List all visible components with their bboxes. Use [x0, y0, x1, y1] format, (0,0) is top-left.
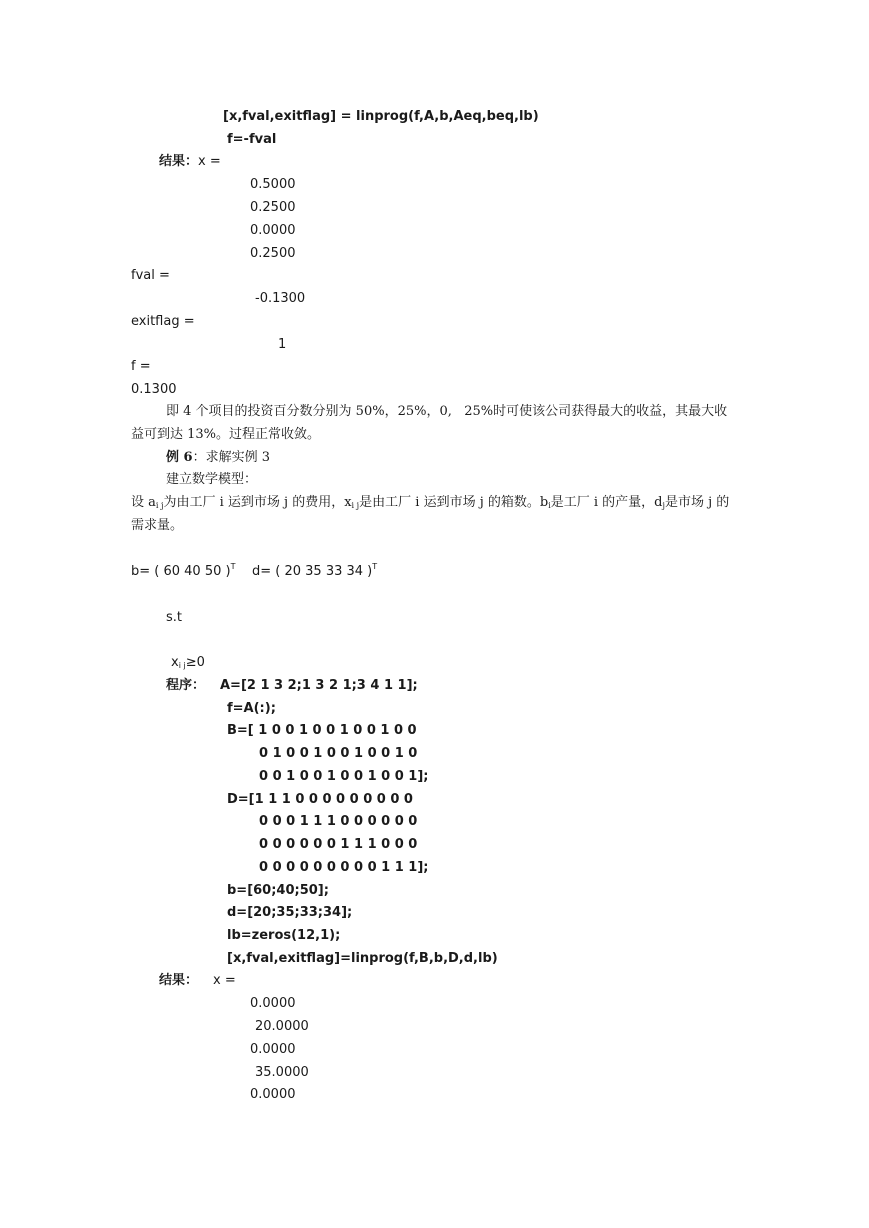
x-value-1: 0.5000 — [250, 177, 296, 192]
code-B-2: 0 1 0 0 1 0 0 1 0 0 1 0 — [259, 746, 418, 761]
fval-value: -0.1300 — [255, 291, 306, 306]
fval-label: fval = — [131, 268, 170, 283]
def-sub-j: j — [662, 501, 665, 510]
x2-value-1: 0.0000 — [250, 996, 296, 1011]
nonneg-rest: ≥0 — [185, 655, 205, 670]
result-label-2: 结果： — [159, 973, 199, 988]
example-6-title: 例 6 — [166, 450, 193, 465]
x-value-4: 0.2500 — [250, 246, 296, 261]
vectors-line — [131, 563, 377, 581]
code-line-linprog: [x,fval,exitflag] = linprog(f,A,b,Aeq,beq,lb) — [223, 109, 539, 124]
f-label: f = — [131, 359, 151, 374]
st-label: s.t — [166, 610, 183, 625]
variable-definition — [131, 494, 729, 512]
conclusion-line-2: 益可到达 13%。过程正常收敛。 — [131, 427, 321, 442]
nonneg-x: x — [171, 655, 179, 670]
code-B-3: 0 0 1 0 0 1 0 0 1 0 0 1]; — [259, 769, 429, 784]
code-B-1: B=[ 1 0 0 1 0 0 1 0 0 1 0 0 — [227, 723, 417, 738]
code-A: A=[2 1 3 2;1 3 2 1;3 4 1 1]; — [220, 678, 418, 693]
x2-value-4: 35.0000 — [255, 1065, 309, 1080]
b-transpose: T — [230, 562, 236, 571]
d-vector: d= ( 20 35 33 34 ) — [252, 564, 373, 579]
code-D-3: 0 0 0 0 0 0 1 1 1 0 0 0 — [259, 837, 418, 852]
nonneg-constraint — [171, 654, 205, 672]
def-part-1: 设 a — [131, 495, 156, 510]
def-part-3: 是由工厂 i 运到市场 j 的箱数。b — [359, 495, 549, 510]
result-x-eq: x = — [198, 154, 221, 169]
example-6-suffix: ：求解实例 3 — [192, 450, 270, 465]
exitflag-label: exitflag = — [131, 314, 195, 329]
result-heading-1 — [159, 153, 221, 171]
result-label: 结果： — [159, 154, 199, 169]
code-b: b=[60;40;50]; — [227, 883, 329, 898]
result-x-eq-2: x = — [213, 973, 236, 988]
variable-definition-2: 需求量。 — [131, 518, 184, 533]
def-part-2: 为由工厂 i 运到市场 j 的费用，x — [163, 495, 352, 510]
def-part-5: 是市场 j 的 — [664, 495, 730, 510]
b-vector: b= ( 60 40 50 ) — [131, 564, 231, 579]
x2-value-3: 0.0000 — [250, 1042, 296, 1057]
def-sub-ij-2: i j — [351, 501, 360, 510]
def-sub-i: i — [548, 501, 551, 510]
f-value: 0.1300 — [131, 382, 177, 397]
x-value-3: 0.0000 — [250, 223, 296, 238]
code-d: d=[20;35;33;34]; — [227, 905, 353, 920]
code-D-4: 0 0 0 0 0 0 0 0 0 1 1 1]; — [259, 860, 429, 875]
model-heading: 建立数学模型： — [166, 472, 258, 487]
code-f: f=A(:); — [227, 701, 276, 716]
def-sub-ij: i j — [155, 501, 164, 510]
nonneg-sub: i j — [178, 661, 186, 670]
x-value-2: 0.2500 — [250, 200, 296, 215]
program-label: 程序： — [166, 678, 206, 693]
x2-value-2: 20.0000 — [255, 1019, 309, 1034]
code-line-f-neg-fval: f=-fval — [227, 132, 277, 147]
d-transpose: T — [372, 562, 378, 571]
code-linprog-call: [x,fval,exitflag]=linprog(f,B,b,D,d,lb) — [227, 951, 498, 966]
code-D-2: 0 0 0 1 1 1 0 0 0 0 0 0 — [259, 814, 418, 829]
code-D-1: D=[1 1 1 0 0 0 0 0 0 0 0 0 — [227, 792, 413, 807]
exitflag-value: 1 — [278, 337, 287, 352]
x2-value-5: 0.0000 — [250, 1087, 296, 1102]
code-lb: lb=zeros(12,1); — [227, 928, 341, 943]
example-6-heading — [166, 449, 270, 467]
conclusion-line-1: 即 4 个项目的投资百分数分别为 50%，25%，0, 25%时可使该公司获得最大的收益，其最大收 — [166, 404, 728, 419]
def-part-4: 是工厂 i 的产量，d — [550, 495, 663, 510]
